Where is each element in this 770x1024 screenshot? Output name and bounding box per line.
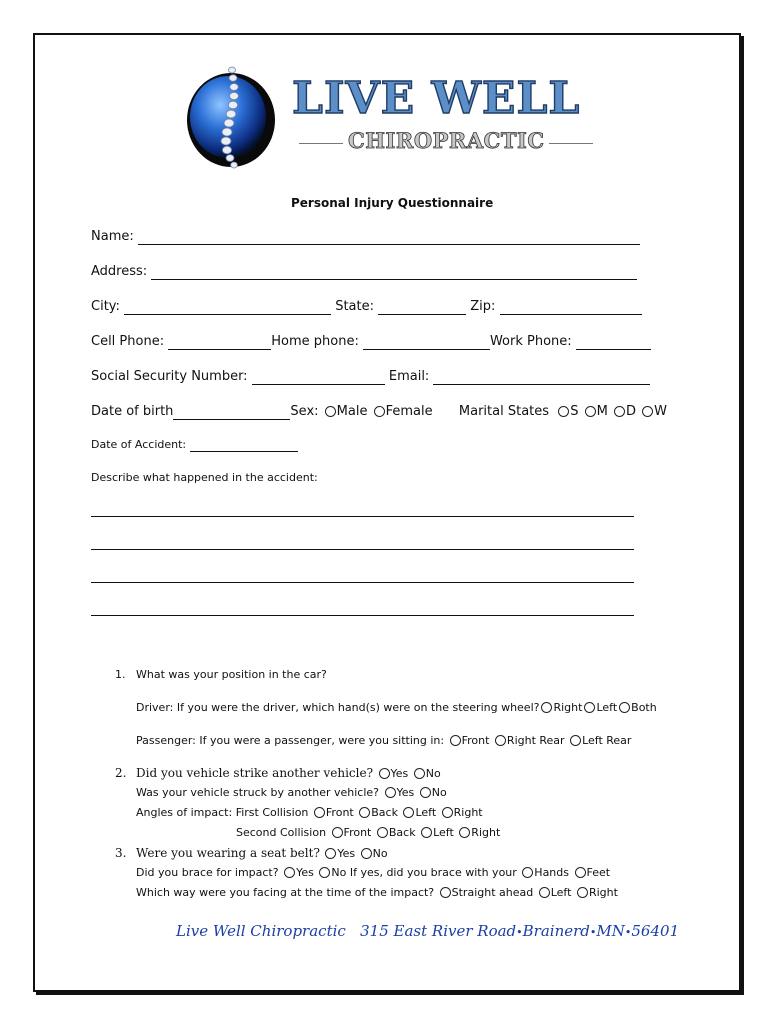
footer-city: Brainerd bbox=[522, 922, 590, 940]
sex-female-radio[interactable] bbox=[374, 406, 385, 417]
angles-label: Angles of impact: First Collision bbox=[136, 806, 309, 819]
footer-separator: • bbox=[589, 926, 597, 939]
city-label: City: bbox=[91, 299, 120, 314]
driver-question: Driver: If you were the driver, which hand(s) were on the steering wheel? bbox=[136, 701, 540, 714]
footer-state: MN bbox=[596, 922, 625, 940]
describe-line-2[interactable] bbox=[91, 549, 634, 550]
email-field[interactable] bbox=[433, 369, 650, 385]
zip-field[interactable] bbox=[500, 299, 642, 315]
marital-s-radio[interactable] bbox=[558, 406, 569, 417]
first-right-label: Right bbox=[453, 806, 483, 819]
sex-male-radio[interactable] bbox=[325, 406, 336, 417]
struck-no-label: No bbox=[431, 786, 447, 799]
ssn-label: Social Security Number: bbox=[91, 369, 248, 384]
first-right-radio[interactable] bbox=[442, 807, 453, 818]
marital-m-radio[interactable] bbox=[585, 406, 596, 417]
form-title: Personal Injury Questionnaire bbox=[291, 196, 494, 210]
brace-hands-radio[interactable] bbox=[522, 867, 533, 878]
cell-phone-field[interactable] bbox=[168, 334, 271, 350]
logo-title: LIVE WELL bbox=[292, 73, 581, 124]
sex-label: Sex: bbox=[290, 404, 319, 419]
home-phone-label: Home phone: bbox=[271, 334, 359, 349]
marital-d-label: D bbox=[625, 404, 636, 419]
q2-row bbox=[136, 766, 441, 780]
passenger-question: Passenger: If you were a passenger, were you sitting in: bbox=[136, 734, 445, 747]
second-back-radio[interactable] bbox=[377, 827, 388, 838]
struck-yes-label: Yes bbox=[396, 786, 415, 799]
describe-line-3[interactable] bbox=[91, 582, 634, 583]
marital-w-radio[interactable] bbox=[642, 406, 653, 417]
q1-text: What was your position in the car? bbox=[136, 668, 327, 681]
accident-date-row bbox=[91, 438, 298, 452]
brace-feet-label: Feet bbox=[586, 866, 611, 879]
passenger-left-rear-radio[interactable] bbox=[570, 735, 581, 746]
second-left-label: Left bbox=[433, 826, 454, 839]
address-label: Address: bbox=[91, 264, 148, 279]
facing-row bbox=[136, 886, 618, 899]
ssn-field[interactable] bbox=[252, 369, 385, 385]
city-field[interactable] bbox=[124, 299, 331, 315]
driver-both-label: Both bbox=[631, 701, 657, 714]
state-label: State: bbox=[335, 299, 374, 314]
first-front-radio[interactable] bbox=[314, 807, 325, 818]
zip-label: Zip: bbox=[470, 299, 496, 314]
logo-spine-globe-icon bbox=[185, 62, 277, 174]
facing-right-label: Right bbox=[588, 886, 618, 899]
driver-left-radio[interactable] bbox=[584, 702, 595, 713]
facing-straight-radio[interactable] bbox=[440, 887, 451, 898]
first-left-radio[interactable] bbox=[403, 807, 414, 818]
accident-date-field[interactable] bbox=[190, 438, 298, 452]
q1-number: 1. bbox=[115, 668, 126, 681]
brace-no-label: No bbox=[331, 866, 347, 879]
work-phone-field[interactable] bbox=[576, 334, 651, 350]
first-back-label: Back bbox=[371, 806, 398, 819]
marital-d-radio[interactable] bbox=[614, 406, 625, 417]
q3-yes-label: Yes bbox=[337, 847, 356, 860]
marital-w-label: W bbox=[654, 404, 667, 419]
cell-phone-label: Cell Phone: bbox=[91, 334, 165, 349]
brace-followup: If yes, did you brace with your bbox=[349, 866, 517, 879]
driver-row bbox=[136, 701, 657, 714]
dob-sex-marital-row bbox=[91, 404, 667, 420]
first-collision-row bbox=[136, 806, 483, 819]
q3-no-label: No bbox=[372, 847, 388, 860]
brace-no-radio[interactable] bbox=[319, 867, 330, 878]
brace-question: Did you brace for impact? bbox=[136, 866, 279, 879]
second-right-label: Right bbox=[471, 826, 501, 839]
q2-no-label: No bbox=[425, 767, 441, 780]
q3-text: Were you wearing a seat belt? bbox=[136, 846, 320, 860]
driver-both-radio[interactable] bbox=[619, 702, 630, 713]
second-right-radio[interactable] bbox=[459, 827, 470, 838]
facing-straight-label: Straight ahead bbox=[451, 886, 534, 899]
work-phone-label: Work Phone: bbox=[489, 334, 572, 349]
logo-rule-right bbox=[549, 143, 593, 144]
sex-male-label: Male bbox=[336, 404, 368, 419]
sex-female-label: Female bbox=[385, 404, 433, 419]
footer-name: Live Well Chiropractic bbox=[176, 922, 346, 940]
q3-row bbox=[136, 846, 388, 860]
brace-yes-radio[interactable] bbox=[284, 867, 295, 878]
second-collision-row bbox=[236, 826, 500, 839]
email-label: Email: bbox=[388, 369, 430, 384]
second-front-label: Front bbox=[343, 826, 372, 839]
struck-row bbox=[136, 786, 447, 799]
facing-question: Which way were you facing at the time of the impact? bbox=[136, 886, 435, 899]
q2-text: Did you vehicle strike another vehicle? bbox=[136, 766, 374, 780]
q2-yes-label: Yes bbox=[390, 767, 409, 780]
footer-street: 315 East River Road bbox=[360, 922, 517, 940]
name-field[interactable] bbox=[138, 229, 640, 245]
home-phone-field[interactable] bbox=[363, 334, 490, 350]
second-front-radio[interactable] bbox=[332, 827, 343, 838]
first-front-label: Front bbox=[325, 806, 354, 819]
city-state-zip-row bbox=[91, 299, 642, 315]
dob-field[interactable] bbox=[173, 404, 290, 420]
driver-left-label: Left bbox=[596, 701, 618, 714]
logo-rule-left bbox=[299, 143, 343, 144]
q2-number: 2. bbox=[115, 766, 127, 780]
second-left-radio[interactable] bbox=[421, 827, 432, 838]
dob-label: Date of birth bbox=[91, 404, 174, 419]
facing-right-radio[interactable] bbox=[577, 887, 588, 898]
address-row bbox=[91, 264, 637, 280]
struck-no-radio[interactable] bbox=[420, 787, 431, 798]
passenger-right-rear-radio[interactable] bbox=[495, 735, 506, 746]
logo-subtitle: CHIROPRACTIC bbox=[348, 128, 545, 153]
phone-row bbox=[91, 334, 651, 350]
state-field[interactable] bbox=[378, 299, 466, 315]
q3-yes-radio[interactable] bbox=[325, 848, 336, 859]
brace-yes-label: Yes bbox=[296, 866, 314, 879]
struck-question: Was your vehicle struck by another vehicle? bbox=[136, 786, 380, 799]
marital-m-label: M bbox=[596, 404, 608, 419]
address-field[interactable] bbox=[151, 264, 637, 280]
brace-hands-label: Hands bbox=[534, 866, 569, 879]
describe-line-1[interactable] bbox=[91, 516, 634, 517]
footer-separator: • bbox=[624, 926, 632, 939]
second-collision-label: Second Collision bbox=[236, 826, 327, 839]
q3-number: 3. bbox=[115, 846, 127, 860]
q2-no-radio[interactable] bbox=[414, 768, 425, 779]
brace-row bbox=[136, 866, 610, 879]
accident-date-label: Date of Accident: bbox=[91, 438, 187, 451]
name-label: Name: bbox=[91, 229, 134, 244]
brace-feet-radio[interactable] bbox=[575, 867, 586, 878]
first-back-radio[interactable] bbox=[359, 807, 370, 818]
passenger-row bbox=[136, 734, 631, 747]
footer-separator: • bbox=[516, 926, 523, 939]
passenger-right-rear-label: Right Rear bbox=[506, 734, 565, 747]
footer-zip: 56401 bbox=[631, 922, 680, 940]
q3-no-radio[interactable] bbox=[361, 848, 372, 859]
facing-left-label: Left bbox=[550, 886, 572, 899]
second-back-label: Back bbox=[388, 826, 416, 839]
passenger-front-radio[interactable] bbox=[450, 735, 461, 746]
passenger-left-rear-label: Left Rear bbox=[582, 734, 632, 747]
name-row bbox=[91, 229, 640, 245]
driver-right-radio[interactable] bbox=[541, 702, 552, 713]
driver-right-label: Right bbox=[553, 701, 583, 714]
passenger-front-label: Front bbox=[461, 734, 490, 747]
ssn-email-row bbox=[91, 369, 650, 385]
first-left-label: Left bbox=[415, 806, 437, 819]
marital-label: Marital States bbox=[458, 404, 550, 419]
struck-yes-radio[interactable] bbox=[385, 787, 396, 798]
facing-left-radio[interactable] bbox=[539, 887, 550, 898]
describe-label: Describe what happened in the accident: bbox=[91, 471, 318, 484]
footer-address bbox=[176, 922, 679, 940]
q2-yes-radio[interactable] bbox=[379, 768, 390, 779]
marital-s-label: S bbox=[570, 404, 579, 419]
describe-line-4[interactable] bbox=[91, 615, 634, 616]
